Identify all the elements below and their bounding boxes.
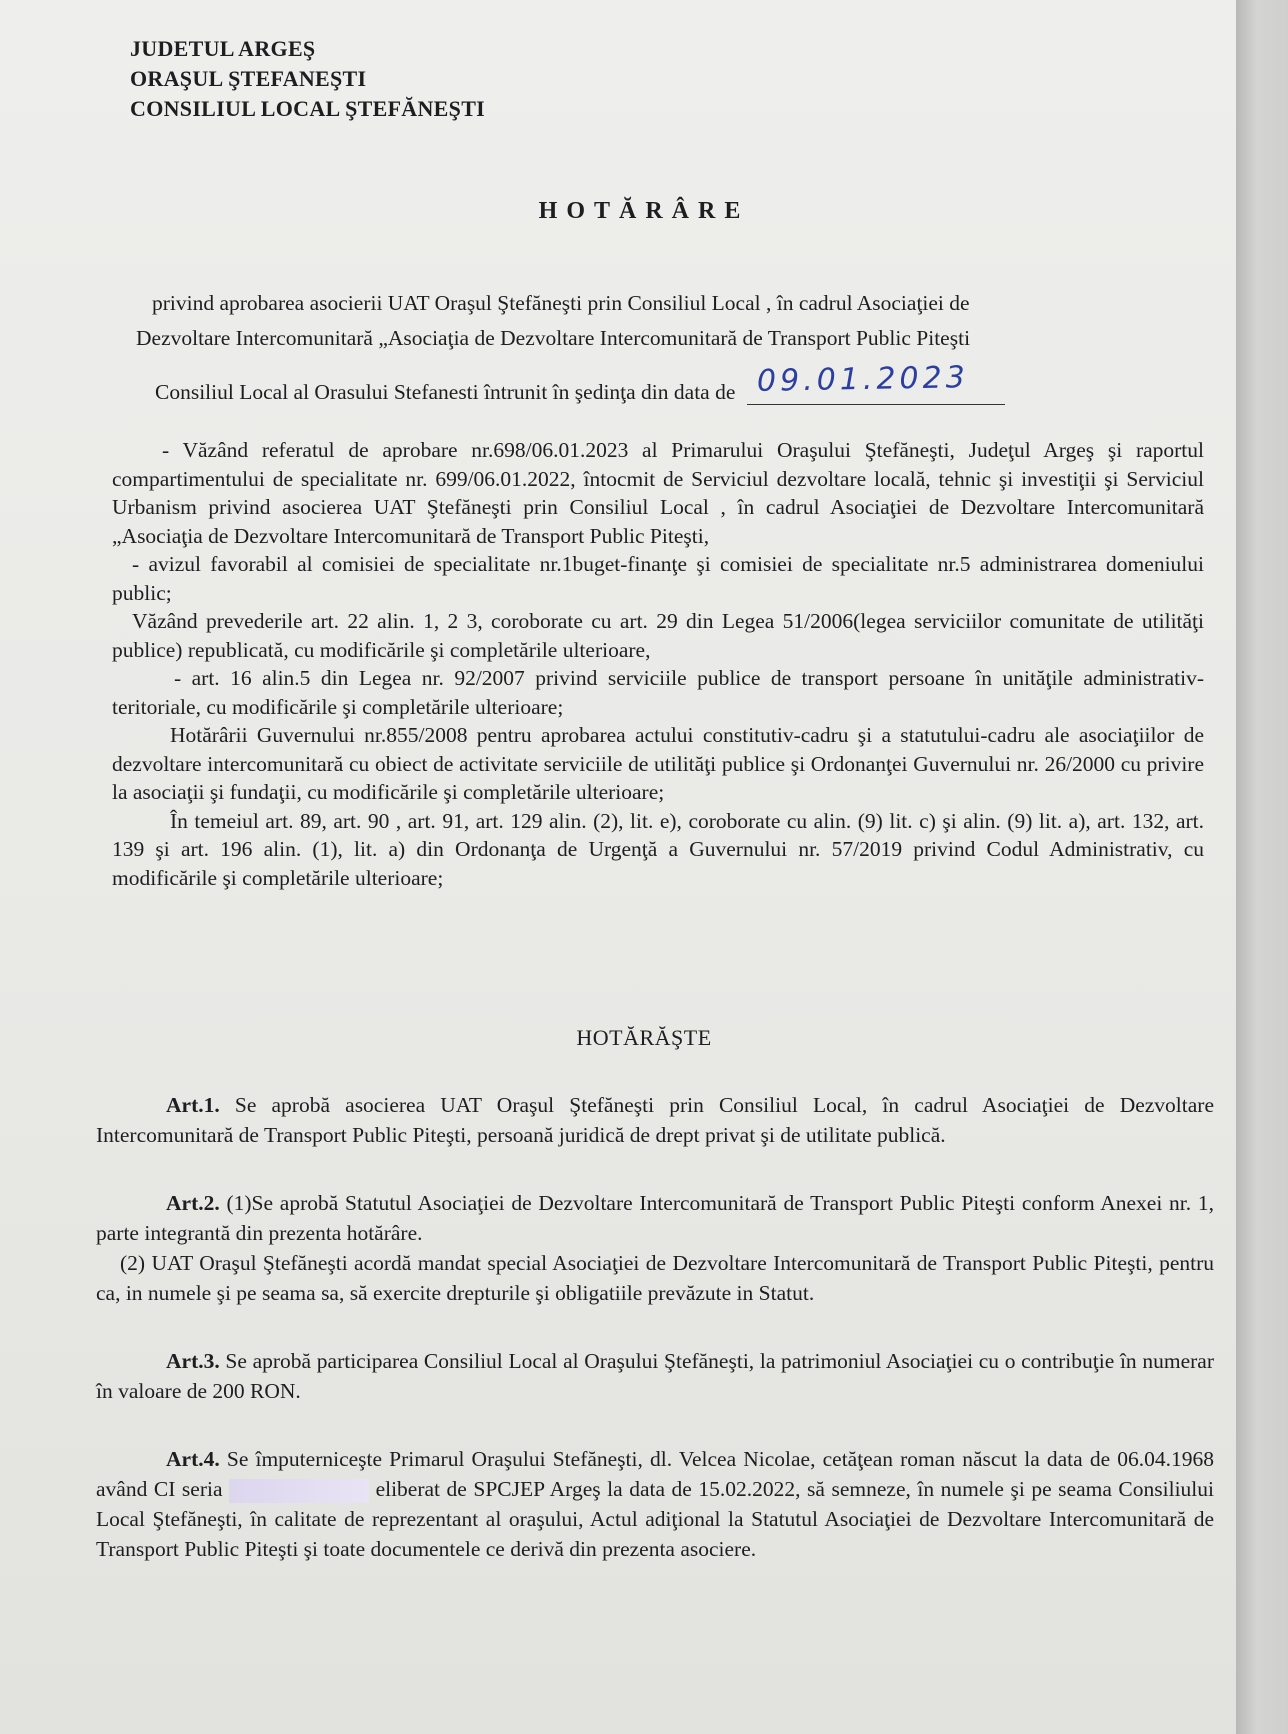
article-1-label: Art.1. bbox=[166, 1093, 220, 1117]
article-1 bbox=[96, 1090, 1214, 1150]
consideration-temei: În temeiul art. 89, art. 90 , art. 91, art. 129 alin. (2), lit. e), coroborate cu alin. (9) lit. c) şi alin. (9) lit. a), art. 132, art. 139 şi art. 196 alin. (1), lit. a) din Ordonanţa de Urgenţă a Guvernului nr. 57/2019 privind Codul Administrativ, cu modificările şi completările ulterioare; bbox=[112, 808, 1204, 890]
article-2-text: (1)Se aprobă Statutul Asociaţiei de Dezvoltare Intercomunitară de Transport Public Piteşti conform Anexei nr. 1, parte integrantă din prezenta hotărâre. bbox=[96, 1191, 1214, 1245]
county-name: JUDETUL ARGEŞ bbox=[130, 36, 316, 61]
subject-block bbox=[136, 286, 1140, 356]
article-4-text-after: eliberat de SPCJEP Argeş la data de 15.02.2022, să semneze, în numele şi pe seama Consiliului Local Ştefăneşti, în calitate de reprezentant al oraşului, Actul adiţional la Statutul Asociaţiei de Dezvoltare Intercomunitară de Transport Public Piteşti şi toate documentele ce derivă din prezenta asociere. bbox=[96, 1477, 1215, 1561]
articles-block bbox=[96, 1090, 1214, 1564]
article-3-label: Art.3. bbox=[166, 1349, 220, 1373]
meeting-line bbox=[155, 360, 1005, 405]
page-edge-shadow bbox=[1236, 0, 1288, 1734]
consideration-legea-51: Văzând prevederile art. 22 alin. 1, 2 3, coroborate cu art. 29 din Legea 51/2006(legea serviciilor comunitate de utilităţi publice) republicată, cu modificările şi completările ulterioare, bbox=[112, 609, 1204, 662]
article-4-label: Art.4. bbox=[166, 1447, 220, 1471]
article-3 bbox=[96, 1346, 1214, 1406]
article-3-text: Se aprobă participarea Consiliul Local al Oraşului Ştefăneşti, la patrimoniul Asociaţiei cu o contribuţie în numerar în valoare de 200 RON. bbox=[96, 1349, 1214, 1403]
decision-heading: HOTĂRĂŞTE bbox=[576, 1025, 712, 1050]
consideration-referat: - Văzând referatul de aprobare nr.698/06.01.2023 al Primarului Oraşului Ştefăneşti, Judeţul Argeş şi raportul compartimentului de specialitate nr. 699/06.01.2022, întocmit de Serviciul dezvoltare locală, tehnic şi investiţii şi Serviciul Urbanism privind asocierea UAT Ştefăneşti prin Consiliul Local , în cadrul Asociaţiei de Dezvoltare Intercomunitară „Asociaţia de Dezvoltare Intercomunitară de Transport Public Piteşti, bbox=[112, 438, 1204, 548]
article-4-text-before: Se împuterniceşte Primarul Oraşului Stefăneşti, dl. Velcea Nicolae, cetăţean roman născut la data de 06.04.1968 având CI seria bbox=[96, 1447, 1214, 1501]
consideration-hg-855: Hotărârii Guvernului nr.855/2008 pentru aprobarea actului constitutiv-cadru şi a statutului-cadru ale asociaţiilor de dezvoltare intercomunitară cu obiect de activitate serviciile de utilităţi publice şi Ordonanţei Guvernului nr. 26/2000 cu privire la asociaţii şi fundaţii, cu modificările şi completările ulterioare; bbox=[112, 723, 1204, 804]
article-2 bbox=[96, 1188, 1214, 1248]
consideration-legea-92: - art. 16 alin.5 din Legea nr. 92/2007 privind serviciile publice de transport persoane în unităţile administrativ-teritoriale, cu modificările şi completările ulterioare; bbox=[112, 666, 1204, 719]
council-name: CONSILIUL LOCAL ŞTEFĂNEŞTI bbox=[130, 96, 486, 121]
redacted-id-series bbox=[229, 1479, 369, 1503]
meeting-text: Consiliul Local al Orasului Stefanesti întrunit în şedinţa din data de bbox=[155, 380, 736, 404]
article-2-paragraph-2: (2) UAT Oraşul Ştefăneşti acordă mandat special Asociaţiei de Dezvoltare Intercomunitară de Transport Public Piteşti, pentru ca, in numele şi pe seama sa, să exercite drepturile şi obligatiile prevăzute in Statut. bbox=[96, 1251, 1214, 1305]
handwritten-date: 09.01.2023 bbox=[756, 360, 969, 399]
considerations-block bbox=[112, 436, 1204, 892]
article-2-label: Art.2. bbox=[166, 1191, 220, 1215]
document-title: HOTĂRÂRE bbox=[538, 198, 750, 224]
town-name: ORAŞUL ŞTEFANEŞTI bbox=[130, 66, 367, 91]
article-1-text: Se aprobă asocierea UAT Oraşul Ştefăneşti prin Consiliul Local, în cadrul Asociaţiei de Dezvoltare Intercomunitară de Transport Public Piteşti, persoană juridică de drept privat şi de utilitate publică. bbox=[96, 1093, 1214, 1147]
issuer-header bbox=[130, 34, 485, 124]
article-4 bbox=[96, 1444, 1214, 1564]
consideration-aviz: - avizul favorabil al comisiei de specialitate nr.1buget-finanţe şi comisiei de specialitate nr.5 administrarea domeniului public; bbox=[112, 552, 1204, 605]
meeting-date-field bbox=[747, 360, 1005, 405]
subject-line-1: privind aprobarea asocierii UAT Oraşul Ştefăneşti prin Consiliul Local , în cadrul Asociaţiei de bbox=[152, 291, 970, 315]
subject-line-2: Dezvoltare Intercomunitară „Asociaţia de Dezvoltare Intercomunitară de Transport Public Piteşti bbox=[136, 326, 971, 350]
